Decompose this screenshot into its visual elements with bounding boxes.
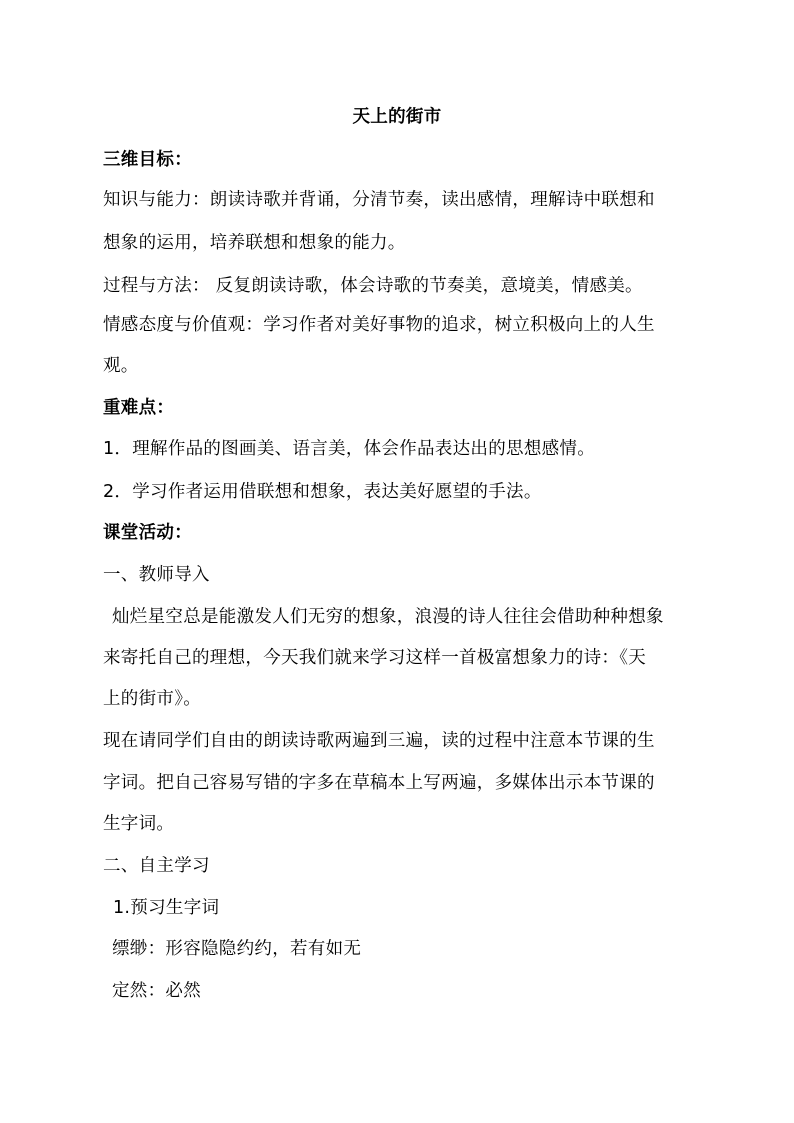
key-point-1: 1．理解作品的图画美、语言美，体会作品表达出的思想感情。 xyxy=(103,439,596,459)
goal-emotion-line-1: 情感态度与价值观：学习作者对美好事物的追求，树立积极向上的人生 xyxy=(103,315,655,335)
reading-line-2: 字词。把自己容易写错的字多在草稿本上写两遍，多媒体出示本节课的 xyxy=(103,773,655,793)
section-activities-heading: 课堂活动： xyxy=(103,523,192,543)
intro-line-2: 来寄托自己的理想，今天我们就来学习这样一首极富想象力的诗：《天 xyxy=(103,648,647,668)
part-2-heading: 二、自主学习 xyxy=(103,856,210,876)
intro-line-3: 上的街市》。 xyxy=(103,689,202,709)
goal-knowledge-line-2: 想象的运用，培养联想和想象的能力。 xyxy=(103,233,406,253)
part-1-heading: 一、教师导入 xyxy=(103,565,210,585)
key-point-2: 2．学习作者运用借联想和想象，表达美好愿望的手法。 xyxy=(103,482,542,502)
intro-line-1: 灿烂星空总是能激发人们无穷的想象，浪漫的诗人往往会借助种种想象 xyxy=(112,607,664,627)
reading-line-3: 生字词。 xyxy=(103,814,175,834)
self-study-item: 1.预习生字词 xyxy=(113,898,220,918)
document-title: 天上的街市 xyxy=(352,107,442,127)
goal-knowledge-line-1: 知识与能力：朗读诗歌并背诵，分清节奏，读出感情，理解诗中联想和 xyxy=(103,190,655,210)
vocab-line-1: 缥缈：形容隐隐约约，若有如无 xyxy=(112,939,362,959)
section-key-points-heading: 重难点： xyxy=(103,398,175,418)
reading-line-1: 现在请同学们自由的朗读诗歌两遍到三遍，读的过程中注意本节课的生 xyxy=(103,731,655,751)
vocab-line-2: 定然：必然 xyxy=(112,981,201,1001)
goal-process-line: 过程与方法： 反复朗读诗歌，体会诗歌的节奏美，意境美，情感美。 xyxy=(103,276,643,296)
section-goals-heading: 三维目标： xyxy=(103,150,192,170)
goal-emotion-line-2: 观。 xyxy=(103,356,139,376)
